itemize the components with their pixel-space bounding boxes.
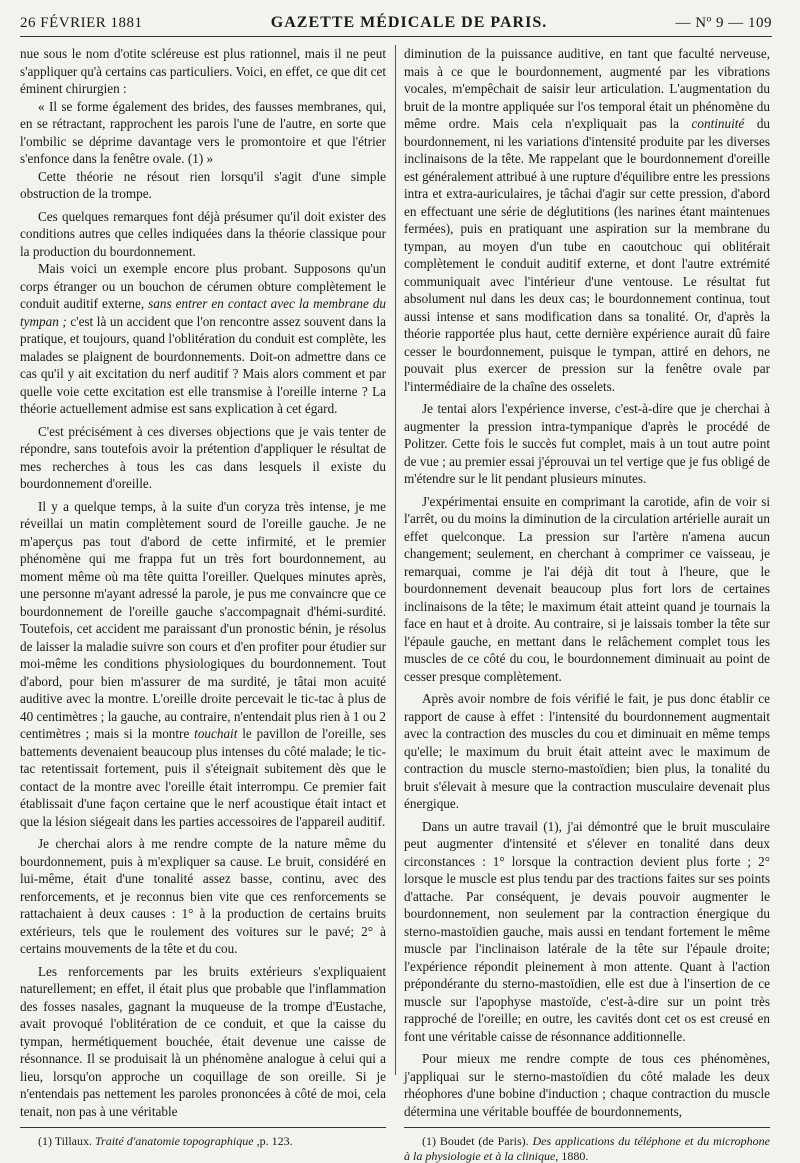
footnote-year: 1880. — [561, 1148, 589, 1163]
text-run: du bourdonnement, ni les variations d'intensité produite par les diverses inclinaisons de la tête. Me rappelant que le bourdonnement d'oreille est généralement attribué à une rupture d'équilibre entre les pressions intra et extra-auriculaires, je tâchai d'agir sur cette pression, d'abord en effectuant une série de déglutitions (les narines étant maintenues fermées), puis en pratiquant une aspiration sur la membrane du tympan, au moyen d'un tube en caoutchouc qui oblitérait complètement le conduit auditif externe, et dont l'autre extrémité communiquait avec l'intérieur d'une ventouse. Le résultat fut absolument nul dans les deux cas; le bourdonnement continua, tout aussi intense et sans modification dans sa tonalité. Or, d'après la théorie rapportée plus haut, cette dernière expérience aurait dû faire cesser le bourdonnement, puisque le tympan, attiré en dehors, ne pouvait plus exercer de pression sur la fenêtre ovale par l'intermédiaire de la chaîne des osselets. — [404, 116, 771, 394]
paragraph: Je cherchai alors à me rendre compte de la nature même du bourdonnement, puis à m'expliquer sa cause. Le bruit, considéré en lui-même, était d'une tonalité assez basse, continu, avec des renforcements, et je reconnus bien vite que ces renforcements se rattachaient à deux causes : 1° à la production de certains bruits extérieurs, tels que le roulement des voitures sur le pavé; 2° à certains mouvements de la tête et du cou. — [20, 836, 386, 956]
footnote-author: (1) Tillaux. — [38, 1134, 93, 1148]
paragraph — [20, 498, 386, 831]
text-run: Mais voici un exemple encore plus probant. Supposons qu'un corps étranger ou un bouchon de cérumen obture complètement le conduit auditif externe, — [20, 261, 386, 311]
paragraph — [20, 260, 386, 418]
footnote-rule — [404, 1127, 770, 1128]
paragraph: nue sous le nom d'otite scléreuse est plus rationnel, mais il ne peut s'appliquer qu'à certains cas particuliers. Voici, en effet, ce que dit cet éminent chirurgien : — [20, 46, 386, 96]
paragraph: C'est précisément à ces diverses objections que je vais tenter de répondre, sans toutefois avoir la prétention d'appliquer le résultat de mes recherches à tous les cas dans lesquels il existe du bourdonnement d'oreille. — [20, 423, 386, 491]
italic-text: touchait — [194, 726, 238, 741]
italic-text: sans entrer en contact avec la membrane du tympan ; — [20, 296, 387, 329]
paragraph: Après avoir nombre de fois vérifié le fait, je pus donc établir ce rapport de cause à effet : l'intensité du bourdonnement augmentait avec la contraction des muscles du cou et diminuait en même temps qu'elle; le maximum du bruit était atteint avec le maximum de contraction du muscle sterno-mastoïdien; bien plus, la tonalité du bruit s'élevait à mesure que la contraction musculaire devenait plus énergique. — [404, 691, 770, 811]
paragraph: Les renforcements par les bruits extérieurs s'expliquaient naturellement; en effet, il était plus que probable que l'inflammation des fosses nasales, gagnant la muqueuse de la trompe d'Eustache, avait provoqué l'oblitération de ce conduit, et que la caisse du tympan, hermétiquement bouchée, était devenue une caisse de résonnance. Il se produisait là un phénomène analogue à celui qui a lieu, lorsqu'on approche un coquillage de son oreille. Si je n'entendais pas nettement les paroles prononcées à côté de moi, cela tenait, non pas à une véritable — [20, 963, 386, 1119]
paragraph: Dans un autre travail (1), j'ai démontré que le bruit musculaire peut augmenter d'intensité et s'élever en tonalité dans deux circonstances : 1° lorsque la contraction devient plus forte ; 2° lorsque le muscle est plus tendu par des tractions faites sur ses points d'attache. Par conséquent, je devais pouvoir augmenter le bourdonnement, non seulement par la contraction énergique du sterno-mastoïdien gauche, mais aussi en tendant fortement le même muscle par l'inclinaison latérale de la tête sur l'épaule droite; l'expérience répondit pleinement à mon attente. Quant à l'action prépondérante du sterno-mastoïdien, elle est due à l'insertion de ce muscle sur l'apophyse mastoïde, c'est-à-dire sur un point très rapproché de l'oreille; en outre, les cavités dont cet os est creusé en font une véritable caisse de résonnance additionnelle. — [404, 818, 770, 1044]
footnote — [20, 1134, 386, 1149]
text-run: le pavillon de l'oreille, ses battements devenaient beaucoup plus intenses du côté malade; le tic-tac retentissait fortement, puis il s'éteignait subitement dès que le contact de la montre avec l'oreille était interrompu. Ce premier fait établissait d'une façon certaine que le nerf acoustique était intact et que la lésion siégeait dans les parties accessoires de l'appareil auditif. — [20, 726, 386, 829]
text-run: c'est là un accident que l'on rencontre assez souvent dans la pratique, et toujours, quand l'oblitération du conduit est complète, les malades se plaignent de bourdonnements. Doit-on admettre dans ce cas qu'il y ait excitation du nerf auditif ? Mais alors comment et par quelle voie cette excitation est elle transmise à l'oreille interne ? La théorie actuellement admise est sans explication à cet égard. — [20, 313, 387, 416]
text-run: Il y a quelque temps, à la suite d'un coryza très intense, je me réveillai un matin complètement sourd de l'oreille gauche. Je ne m'aperçus pas tout d'abord de cette infirmité, et le premier phénomène qui me frappa fut un très fort bourdonnement, au moment même où ma tête quitta l'oreiller. Quelques minutes après, une personne m'ayant adressé la parole, je pus me convaincre que ce bourdonnement de l'oreille gauche s'accompagnait d'hémi-surdité. Toutefois, cet accident me paraissant d'un pronostic bénin, je résolus de laisser la maladie suivre son cours et d'en profiter pour étudier sur moi-même les conditions physiologiques du bourdonnement. Tout d'abord, pour bien m'assurer de ma surdité, je tâtai mon acuité auditive avec la montre. L'oreille droite percevait le tic-tac à plus de 40 centimètres ; la gauche, au contraire, n'entendait plus rien à 1 ou 2 centimètres ; mais si la montre — [20, 498, 386, 741]
footnote-title: Traité d'anatomie topographique — [95, 1134, 254, 1148]
italic-text: continuité — [691, 116, 745, 131]
journal-title: GAZETTE MÉDICALE DE PARIS. — [270, 14, 548, 31]
page-header — [20, 10, 772, 37]
footnote-author: (1) Boudet (de Paris). — [422, 1134, 529, 1148]
quotation-paragraph: « Il se forme également des brides, des fausses membranes, qui, en se rétractant, rapprochent les parois l'une de l'autre, en sorte que l'ombilic se déprime davantage vers le promontoire et que l'étrier s'enfonce dans la fenêtre ovale. (1) » — [20, 98, 386, 166]
paragraph — [404, 45, 770, 395]
text-run: diminution de la puissance auditive, en tant que faculté nerveuse, mais à ce que le bourdonnement, augmenté par les vibrations vocales, m'empêchait de saisir leur articulation. L'augmentation du bruit de la montre appliquée sur l'os temporal était un phénomène du même ordre. Mais cela n'expliquait pas la — [404, 46, 770, 131]
left-column — [20, 45, 387, 1148]
issue-page-number: — Nº 9 — 109 — [675, 14, 772, 31]
paragraph: Cette théorie ne résout rien lorsqu'il s'agit d'une simple obstruction de la trompe. — [20, 168, 386, 201]
footnote-title: Des applications du téléphone et du microphone à la physiologie et à la clinique, — [404, 1134, 770, 1163]
footnote — [404, 1134, 770, 1163]
paragraph: Pour mieux me rendre compte de tous ces phénomènes, j'appliquai sur le sterno-mastoïdien du côté malade les deux rhéophores d'une bobine d'induction ; chaque contraction du muscle détermina une véritable bouffée de bourdonnements, — [404, 1051, 770, 1119]
column-divider — [395, 45, 396, 1075]
header-date: 26 FÉVRIER 1881 — [20, 14, 143, 31]
right-column — [404, 45, 771, 1163]
paragraph: Je tentai alors l'expérience inverse, c'est-à-dire que je cherchai à augmenter la pression intra-tympanique d'après le procédé de Politzer. Cette fois le succès fut complet, mais à un tout autre point de vue ; au premier essai j'éprouvai un tel vertige que je fus obligé de m'étendre sur le lit pendant plusieurs minutes. — [404, 401, 770, 486]
footnote-page: ,p. 123. — [256, 1134, 293, 1148]
paragraph: Ces quelques remarques font déjà présumer qu'il doit exister des conditions autres que celles indiquées dans la théorie classique pour la production du bourdonnement. — [20, 208, 386, 259]
footnote-rule — [20, 1127, 386, 1128]
paragraph: J'expérimentai ensuite en comprimant la carotide, afin de voir si l'arrêt, ou du moins la diminution de la circulation artérielle aurait un effet quelconque. La pression sur l'artère n'amena aucun changement; seulement, en cherchant à comprimer ce vaisseau, je remarquai, comme je l'ai déjà dit tout à l'heure, que le bourdonnement devenait beaucoup plus fort lors de certaines inclinaisons de la tête; le maximum était atteint quand je tournais la face en haut et à droite. Au contraire, si je laissais tomber la tête sur l'épaule gauche, en mettant dans le relâchement complet tous les muscles de ce côté du cou, le bourdonnement diminuait au point de cesser presque complètement. — [404, 493, 770, 684]
